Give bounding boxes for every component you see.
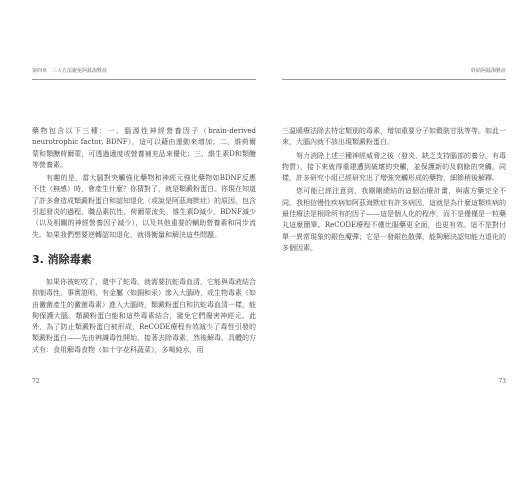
book-title-running-head: 終結阿茲海默症 [470,68,506,74]
paragraph: 如果你被蛇咬了，還中了蛇毒，就需要抗蛇毒血清，它能與毒液結合抑制毒性。事實證明，有金屬（如銅和汞）滲入大腦時，或生物毒素（如由黴菌產生的黴菌毒素）進入大腦時，類澱粉蛋白和抗蛇毒血清一樣，能夠保護大腦。類澱粉蛋白能和這些毒素結合，避免它們傷害神經元。此外，為了防止類澱粉蛋白被形成，ReCODE療程有效減少了毒性引發的類澱粉蛋白——先由辨識毒性開始，接著去除毒素，然後解毒。具體的方式有：食用解毒食物（如十字花科蔬菜），多喝純水，用 [32,277,256,354]
page-number: 73 [498,378,506,385]
paragraph: 有趣的是，當大腦對突觸強化藥物和神經元強化藥物如BDNF反應不佳（無感）時，會產生什麼？你猜對了，就是類澱粉蛋白。你現在知道了許多會造成類澱粉蛋白和認知退化（或說是阿茲海默症）的原因，包含引起發炎的過程、職品素抗性、荷爾蒙流失、維生素D減少、BDNF減少（以及相關的神經營養因子減少），以及其他重要的輔助營養素和同步流失。如果我們想要逆轉認知退化，就得衡量和解決這些問題。 [32,174,256,239]
right-page [282,68,506,416]
paragraph: 藥物包含以下三種：一、腦源性神經營養因子（brain-derived neurotrophic factor, BDNF），這可以藉由運動來增加；二、維荷爾蒙和類醣荷爾蒙，可透過適度或營養補充品來優化；三、維生素D和類醣等營養素。 [32,127,256,169]
running-head [282,68,506,78]
header-rule [282,79,506,80]
chapter-running-head: 第四章 三大方法避免阿茲海默症 [32,68,108,74]
body-text [282,126,506,254]
paragraph: 您可能已經注意到，我剛剛總結的這個治療計畫，與處方藥完全不同。我相信慢性疾病如阿茲海默症有許多病因，這就是為什麼這類疾病的最佳療法是根除所有的因子——這是個人化的程序，而不是僅僅是一粒藥丸這麼簡單。ReCODE療程不僅比服藥更全面，也更有效。這不是對付單一異常現象的銀色魔彈；它是一發銀色散彈，能夠解決認知能力退化的多個因素。 [282,187,506,252]
paragraph: 努力消除上述三種神經威脅之後（發炎、缺乏支持腦部的養分，有毒物質），接下來就得重建遭到破壞的突觸，並保護新的及剩餘的突觸。同樣，許多研究小組已經研究出了增強突觸形成的藥物，細節稍後解釋。 [282,151,506,183]
section-heading: 3. 消除毒素 [32,252,92,266]
page-number: 72 [32,378,40,385]
paragraph: 三溫暖療法除去特定類別的毒素，增加重要分子如穀胱甘肽等等。如此一來，大腦內就不該出現類澱粉蛋白。 [282,127,506,147]
running-head [32,68,256,78]
header-rule [32,79,256,80]
body-text [32,126,256,356]
left-page [32,68,256,416]
